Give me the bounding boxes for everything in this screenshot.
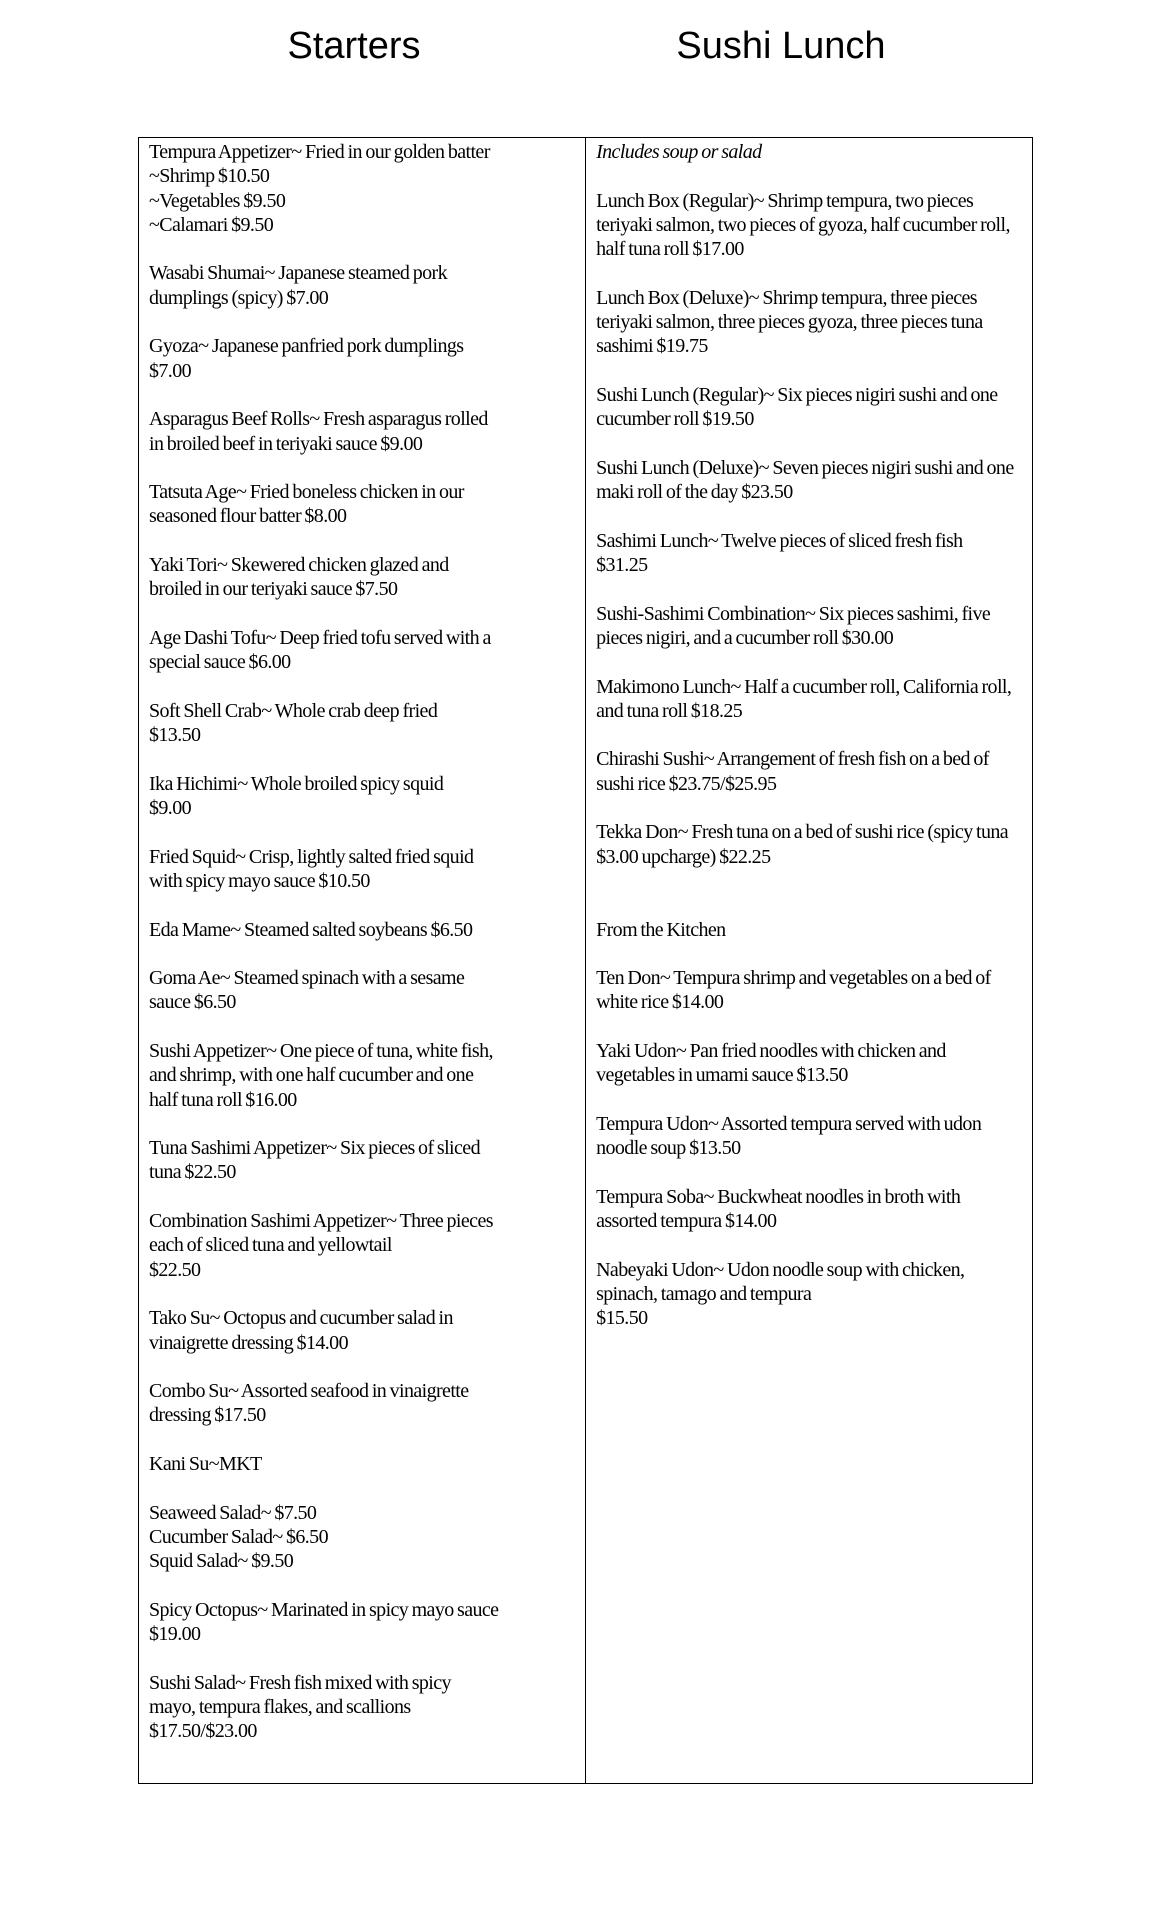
starter-menu-item xyxy=(149,407,499,456)
menu-item-text: Chirashi Sushi~ Arrangement of fresh fish on a bed of sushi rice $23.75/$25.95 xyxy=(596,748,989,795)
menu-item-line: Cucumber Salad~ $6.50 xyxy=(149,1525,328,1548)
sushi-lunch-menu-item xyxy=(596,456,1024,505)
menu-item-text: Lunch Box (Deluxe)~ Shrimp tempura, three pieces teriyaki salmon, three pieces gyoza, three pieces tuna sashimi $19.75 xyxy=(596,286,983,358)
menu-item-line: $17.50/$23.00 xyxy=(149,1720,257,1743)
sushi-lunch-items xyxy=(596,189,1024,869)
menu-item-text: Gyoza~ Japanese panfried pork dumplings xyxy=(149,335,464,358)
starter-menu-item xyxy=(149,1379,499,1428)
starter-menu-item xyxy=(149,966,499,1015)
menu-item-line: ~Vegetables $9.50 xyxy=(149,189,286,212)
menu-item-text: Yaki Udon~ Pan fried noodles with chicken and vegetables in umami sauce $13.50 xyxy=(596,1039,946,1087)
starter-menu-item xyxy=(149,553,499,602)
menu-item-text: Tempura Appetizer~ Fried in our golden batter xyxy=(149,141,490,163)
menu-item-text: Sashimi Lunch~ Twelve pieces of sliced fresh fish xyxy=(596,529,963,552)
sushi-lunch-menu-item xyxy=(596,675,1024,724)
menu-item-text: Seaweed Salad~ $7.50 xyxy=(149,1501,317,1524)
starter-menu-item xyxy=(149,1306,499,1355)
menu-item-text: Combination Sashimi Appetizer~ Three pieces each of sliced tuna and yellowtail xyxy=(149,1210,493,1257)
menu-item-line: $31.25 xyxy=(596,554,648,577)
menu-item-text: Sushi Lunch (Deluxe)~ Seven pieces nigiri sushi and one maki roll of the day $23.50 xyxy=(596,456,1014,504)
menu-item-line: ~Calamari $9.50 xyxy=(149,213,274,236)
menu-item-text: Soft Shell Crab~ Whole crab deep fried xyxy=(149,699,438,722)
sushi-lunch-menu-item xyxy=(596,286,1024,359)
menu-item-text: Eda Mame~ Steamed salted soybeans $6.50 xyxy=(149,918,473,941)
kitchen-items xyxy=(596,966,1024,1330)
starter-menu-item xyxy=(149,845,499,894)
starter-menu-item xyxy=(149,1501,499,1574)
sushi-lunch-menu-item xyxy=(596,747,1024,796)
menu-item-text: Tempura Soba~ Buckwheat noodles in broth with assorted tempura $14.00 xyxy=(596,1185,961,1233)
menu-item-text: Spicy Octopus~ Marinated in spicy mayo sauce $19.00 xyxy=(149,1598,499,1646)
menu-item-text: Asparagus Beef Rolls~ Fresh asparagus rolled in broiled beef in teriyaki sauce $9.00 xyxy=(149,408,488,455)
menu-item-text: Sushi Appetizer~ One piece of tuna, white fish, and shrimp, with one half cucumber and one half tuna roll $16.00 xyxy=(149,1039,493,1111)
menu-item-text: Nabeyaki Udon~ Udon noodle soup with chicken, spinach, tamago and tempura xyxy=(596,1258,965,1305)
menu-item-text: Tuna Sashimi Appetizer~ Six pieces of sliced tuna $22.50 xyxy=(149,1137,480,1184)
menu-item-text: Age Dashi Tofu~ Deep fried tofu served with a special sauce $6.00 xyxy=(149,626,491,674)
sushi-lunch-menu-item xyxy=(596,189,1024,262)
menu-item-text: Sushi Salad~ Fresh fish mixed with spicy mayo, tempura flakes, and scallions xyxy=(149,1671,451,1718)
starter-menu-item xyxy=(149,1598,499,1647)
menu-item-text: Wasabi Shumai~ Japanese steamed pork dumplings (spicy) $7.00 xyxy=(149,262,447,309)
menu-item-text: Sushi Lunch (Regular)~ Six pieces nigiri sushi and one cucumber roll $19.50 xyxy=(596,383,998,431)
menu-item-text: Tempura Udon~ Assorted tempura served with udon noodle soup $13.50 xyxy=(596,1112,982,1160)
starter-menu-item xyxy=(149,1209,499,1282)
menu-item-text: Makimono Lunch~ Half a cucumber roll, California roll, and tuna roll $18.25 xyxy=(596,675,1012,722)
menu-item-line: $22.50 xyxy=(149,1258,201,1281)
starter-menu-item xyxy=(149,1452,499,1476)
menu-item-line: Squid Salad~ $9.50 xyxy=(149,1550,294,1573)
starter-menu-item xyxy=(149,480,499,529)
sushi-lunch-menu-item xyxy=(596,820,1024,869)
menu-item-text: Tako Su~ Octopus and cucumber salad in vinaigrette dressing $14.00 xyxy=(149,1307,453,1354)
sushi-lunch-heading: Sushi Lunch xyxy=(676,25,886,67)
starter-menu-item xyxy=(149,626,499,675)
starter-menu-item xyxy=(149,261,499,310)
kitchen-menu-item xyxy=(596,966,1024,1015)
starter-menu-item xyxy=(149,334,499,383)
menu-item-line: $13.50 xyxy=(149,724,201,747)
menu-item-text: Tatsuta Age~ Fried boneless chicken in our seasoned flour batter $8.00 xyxy=(149,481,464,528)
starter-menu-item xyxy=(149,1136,499,1185)
menu-item-line: $9.00 xyxy=(149,797,192,820)
kitchen-menu-item xyxy=(596,1112,1024,1161)
kitchen-menu-item xyxy=(596,1039,1024,1088)
sushi-lunch-menu-item xyxy=(596,602,1024,651)
starter-menu-item xyxy=(149,1039,499,1112)
sushi-lunch-menu-item xyxy=(596,383,1024,432)
sushi-lunch-menu-item xyxy=(596,529,1024,578)
menu-item-text: Yaki Tori~ Skewered chicken glazed and broiled in our teriyaki sauce $7.50 xyxy=(149,554,449,601)
menu-item-text: Ten Don~ Tempura shrimp and vegetables on a bed of white rice $14.00 xyxy=(596,967,991,1014)
starter-menu-item xyxy=(149,772,499,821)
menu-item-text: Kani Su~MKT xyxy=(149,1453,262,1476)
menu-table xyxy=(138,137,1033,1784)
kitchen-menu-item xyxy=(596,1258,1024,1331)
menu-item-text: Sushi-Sashimi Combination~ Six pieces sashimi, five pieces nigiri, and a cucumber roll $30.00 xyxy=(596,602,991,649)
sushi-lunch-column xyxy=(586,138,1032,1783)
menu-item-line: ~Shrimp $10.50 xyxy=(149,165,270,188)
starter-menu-item xyxy=(149,918,499,942)
starter-menu-item xyxy=(149,1671,499,1744)
menu-item-text: Combo Su~ Assorted seafood in vinaigrette dressing $17.50 xyxy=(149,1380,469,1427)
sushi-lunch-intro: Includes soup or salad xyxy=(596,141,762,163)
menu-item-line: $7.00 xyxy=(149,359,192,382)
menu-item-text: Lunch Box (Regular)~ Shrimp tempura, two pieces teriyaki salmon, two pieces of gyoza, half cucumber roll, half tuna roll $17.00 xyxy=(596,189,1010,261)
kitchen-section-title: From the Kitchen xyxy=(596,918,726,941)
menu-item-text: Goma Ae~ Steamed spinach with a sesame sauce $6.50 xyxy=(149,967,465,1014)
starter-menu-item xyxy=(149,699,499,748)
menu-item-text: Ika Hichimi~ Whole broiled spicy squid xyxy=(149,772,444,795)
menu-item-line: $15.50 xyxy=(596,1307,648,1330)
starters-heading: Starters xyxy=(287,25,421,67)
menu-item-text: Fried Squid~ Crisp, lightly salted fried squid with spicy mayo sauce $10.50 xyxy=(149,845,474,892)
menu-item-text: Tekka Don~ Fresh tuna on a bed of sushi rice (spicy tuna $3.00 upcharge) $22.25 xyxy=(596,821,1009,868)
kitchen-menu-item xyxy=(596,1185,1024,1234)
starter-menu-item xyxy=(149,140,499,237)
starters-column xyxy=(139,138,586,1783)
